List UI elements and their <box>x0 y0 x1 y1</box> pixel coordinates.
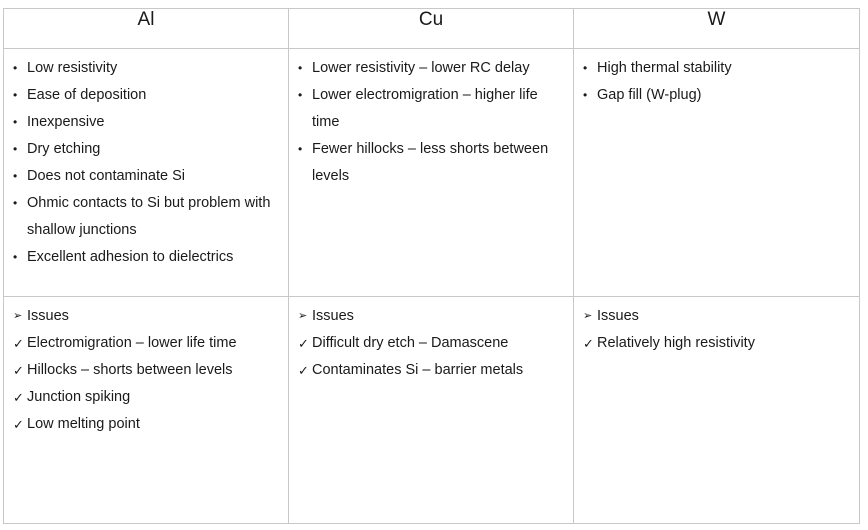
list-item <box>298 330 567 357</box>
check-icon: ✓ <box>13 363 24 378</box>
w-issues-cell <box>574 297 860 524</box>
list-item <box>298 82 567 136</box>
advantages-row <box>4 49 860 297</box>
bullet-icon: • <box>13 250 18 264</box>
item-text: Low resistivity <box>27 60 118 76</box>
list-item <box>298 55 567 82</box>
item-text: Lower electromigration – higher life time <box>312 87 538 130</box>
list-item <box>583 82 853 109</box>
list-item <box>298 357 567 384</box>
bullet-icon: • <box>583 61 588 75</box>
list-item <box>13 357 282 384</box>
list-item <box>13 244 282 271</box>
item-text: Difficult dry etch – Damascene <box>312 335 509 351</box>
item-text: Ease of deposition <box>27 87 147 103</box>
arrow-icon: ➢ <box>13 310 23 322</box>
al-issues-list <box>4 297 288 438</box>
bullet-icon: • <box>13 142 18 156</box>
list-item <box>13 330 282 357</box>
cu-issues-list <box>289 297 573 384</box>
list-item <box>583 55 853 82</box>
bullet-icon: • <box>13 196 18 210</box>
item-text: Contaminates Si – barrier metals <box>312 362 524 378</box>
list-item <box>13 109 282 136</box>
item-text: Gap fill (W-plug) <box>597 87 702 103</box>
check-icon: ✓ <box>13 417 24 432</box>
check-icon: ✓ <box>583 336 594 351</box>
list-item <box>13 55 282 82</box>
bullet-icon: • <box>298 142 303 156</box>
cu-advantages-list <box>289 49 573 190</box>
issues-heading <box>583 303 853 330</box>
bullet-icon: • <box>13 61 18 75</box>
item-text: Low melting point <box>27 416 140 432</box>
column-header-cu: Cu <box>289 9 574 49</box>
check-icon: ✓ <box>13 336 24 351</box>
header-row <box>4 9 860 49</box>
item-text: Excellent adhesion to dielectrics <box>27 249 234 265</box>
w-issues-list <box>574 297 859 357</box>
arrow-icon: ➢ <box>298 310 308 322</box>
list-item <box>13 411 282 438</box>
issues-heading <box>13 303 282 330</box>
cu-advantages-cell <box>289 49 574 297</box>
issues-label: Issues <box>597 308 639 324</box>
bullet-icon: • <box>13 88 18 102</box>
bullet-icon: • <box>13 169 18 183</box>
item-text: Inexpensive <box>27 114 105 130</box>
metal-comparison-table <box>3 8 860 524</box>
issues-label: Issues <box>312 308 354 324</box>
item-text: Hillocks – shorts between levels <box>27 362 233 378</box>
check-icon: ✓ <box>298 363 309 378</box>
item-text: Relatively high resistivity <box>597 335 755 351</box>
check-icon: ✓ <box>298 336 309 351</box>
check-icon: ✓ <box>13 390 24 405</box>
al-advantages-cell <box>4 49 289 297</box>
item-text: Lower resistivity – lower RC delay <box>312 60 530 76</box>
list-item <box>298 136 567 190</box>
item-text: Fewer hillocks – less shorts between levels <box>312 141 549 184</box>
list-item <box>13 190 282 244</box>
list-item <box>13 82 282 109</box>
bullet-icon: • <box>298 61 303 75</box>
item-text: High thermal stability <box>597 60 732 76</box>
cu-issues-cell <box>289 297 574 524</box>
arrow-icon: ➢ <box>583 310 593 322</box>
list-item <box>583 330 853 357</box>
list-item <box>13 384 282 411</box>
item-text: Junction spiking <box>27 389 131 405</box>
al-issues-cell <box>4 297 289 524</box>
issues-label: Issues <box>27 308 69 324</box>
item-text: Ohmic contacts to Si but problem with shallow junctions <box>27 195 271 238</box>
bullet-icon: • <box>298 88 303 102</box>
list-item <box>13 136 282 163</box>
bullet-icon: • <box>13 115 18 129</box>
column-header-w: W <box>574 9 860 49</box>
column-header-al: Al <box>4 9 289 49</box>
issues-row <box>4 297 860 524</box>
issues-heading <box>298 303 567 330</box>
item-text: Electromigration – lower life time <box>27 335 237 351</box>
al-advantages-list <box>4 49 288 271</box>
w-advantages-cell <box>574 49 860 297</box>
w-advantages-list <box>574 49 859 109</box>
item-text: Does not contaminate Si <box>27 168 185 184</box>
list-item <box>13 163 282 190</box>
bullet-icon: • <box>583 88 588 102</box>
item-text: Dry etching <box>27 141 101 157</box>
